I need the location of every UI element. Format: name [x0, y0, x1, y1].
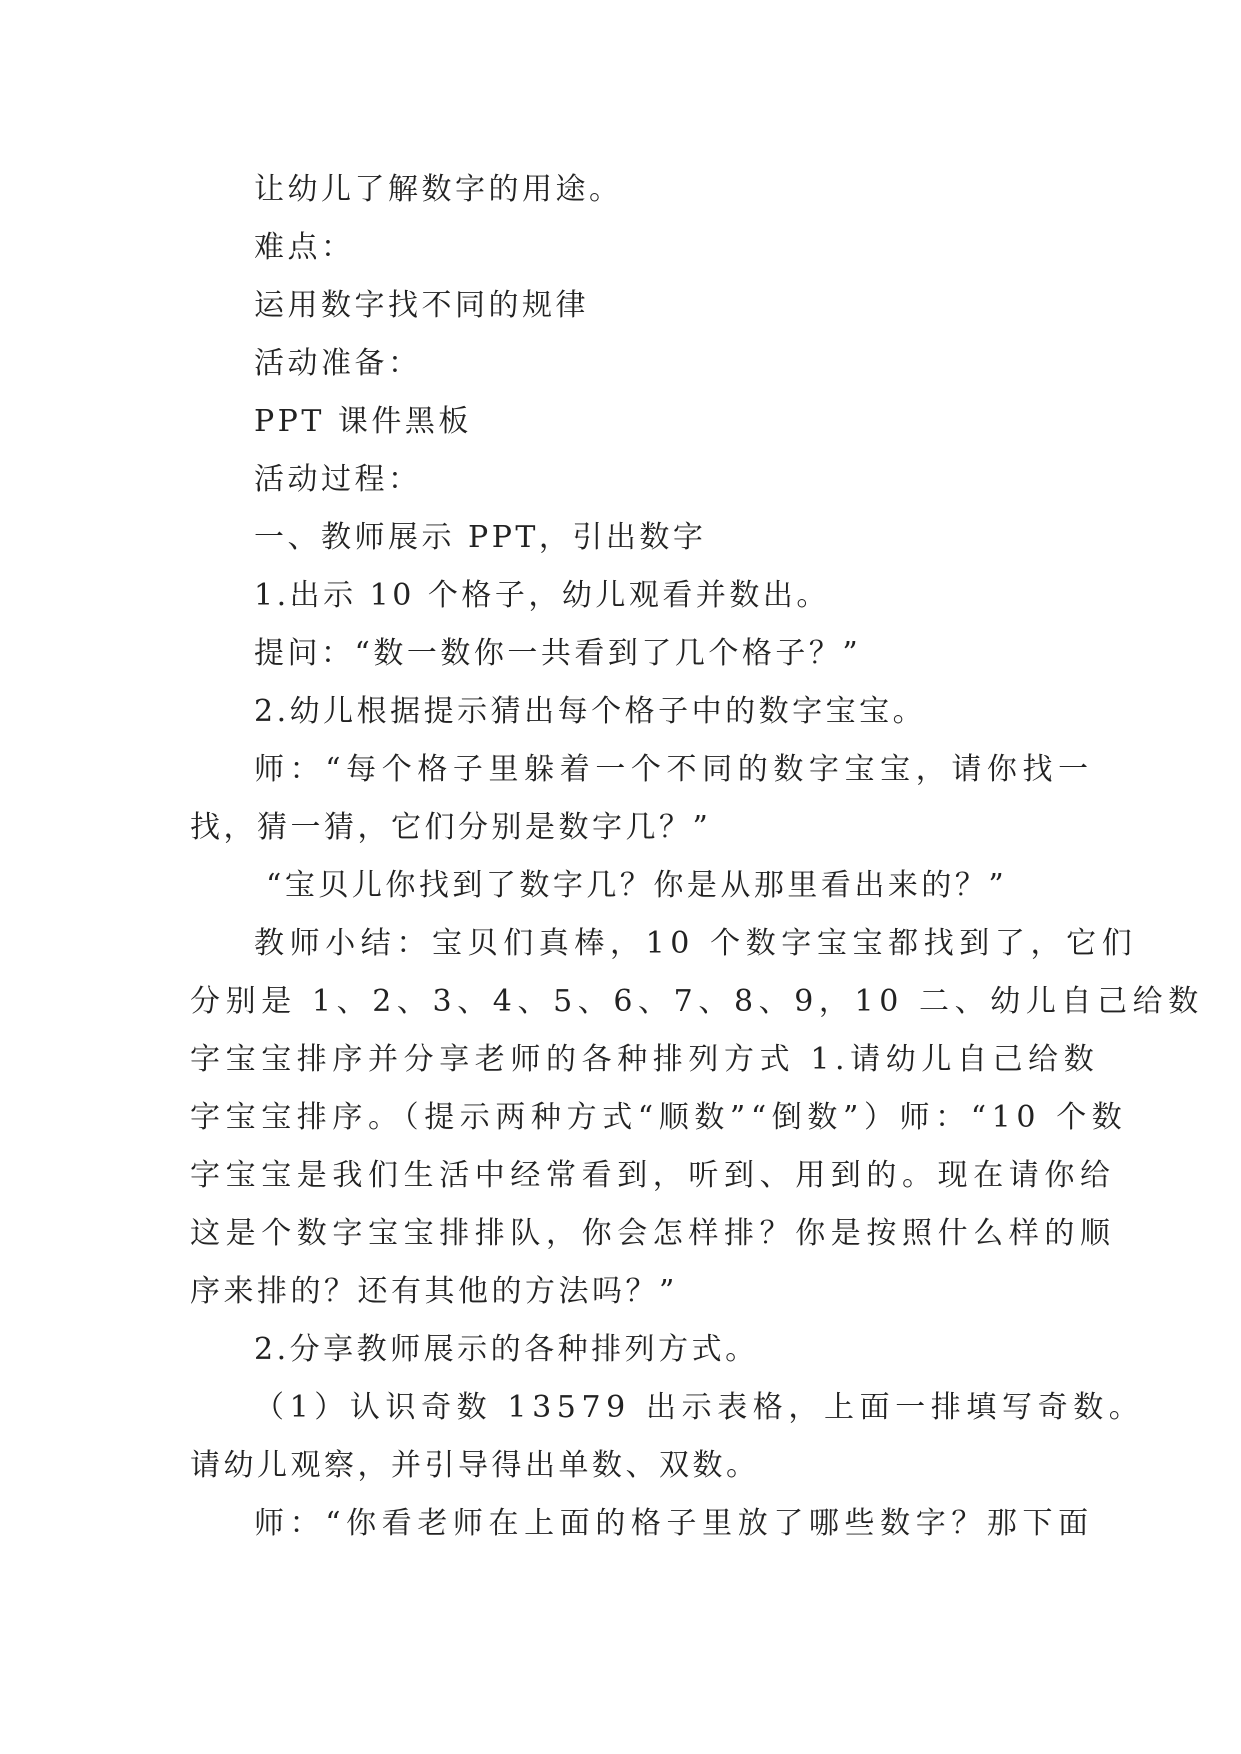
paragraph-line: 这是个数字宝宝排排队，你会怎样排？你是按照什么样的顺 [190, 1216, 1116, 1251]
paragraph-line: 找，猜一猜，它们分别是数字几？” [190, 810, 712, 845]
paragraph-line: 难点： [254, 230, 355, 265]
paragraph-line: PPT 课件黑板 [254, 404, 472, 439]
paragraph-line: 字宝宝排序。（提示两种方式“顺数”“倒数”）师：“10 个数 [190, 1100, 1128, 1135]
paragraph-line: 教师小结：宝贝们真棒，10 个数字宝宝都找到了，它们 [254, 926, 1138, 961]
paragraph-line: “宝贝儿你找到了数字几？你是从那里看出来的？” [266, 868, 1008, 903]
paragraph-line: 师：“每个格子里躲着一个不同的数字宝宝，请你找一 [254, 752, 1094, 787]
paragraph-line: 字宝宝排序并分享老师的各种排列方式 1.请幼儿自己给数 [190, 1042, 1100, 1077]
paragraph-line: 让幼儿了解数字的用途。 [254, 172, 623, 207]
paragraph-line: 提问：“数一数你一共看到了几个格子？” [254, 636, 862, 671]
paragraph-line: 分别是 1、2、3、4、5、6、7、8、9，10 二、幼儿自己给数 [190, 984, 1204, 1019]
paragraph-line: 1.出示 10 个格子，幼儿观看并数出。 [254, 578, 830, 613]
paragraph-line: 一、教师展示 PPT，引出数字 [254, 520, 707, 555]
paragraph-line: 活动准备： [254, 346, 422, 381]
paragraph-line: 请幼儿观察，并引导得出单数、双数。 [190, 1448, 760, 1483]
paragraph-line: 字宝宝是我们生活中经常看到，听到、用到的。现在请你给 [190, 1158, 1116, 1193]
paragraph-line: 序来排的？还有其他的方法吗？” [190, 1274, 678, 1309]
paragraph-line: （1）认识奇数 13579 出示表格，上面一排填写奇数。 [254, 1390, 1145, 1425]
paragraph-line: 师：“你看老师在上面的格子里放了哪些数字？那下面 [254, 1506, 1094, 1541]
paragraph-line: 2.幼儿根据提示猜出每个格子中的数字宝宝。 [254, 694, 927, 729]
paragraph-line: 活动过程： [254, 462, 422, 497]
paragraph-line: 运用数字找不同的规律 [254, 288, 589, 323]
paragraph-line: 2.分享教师展示的各种排列方式。 [254, 1332, 759, 1367]
